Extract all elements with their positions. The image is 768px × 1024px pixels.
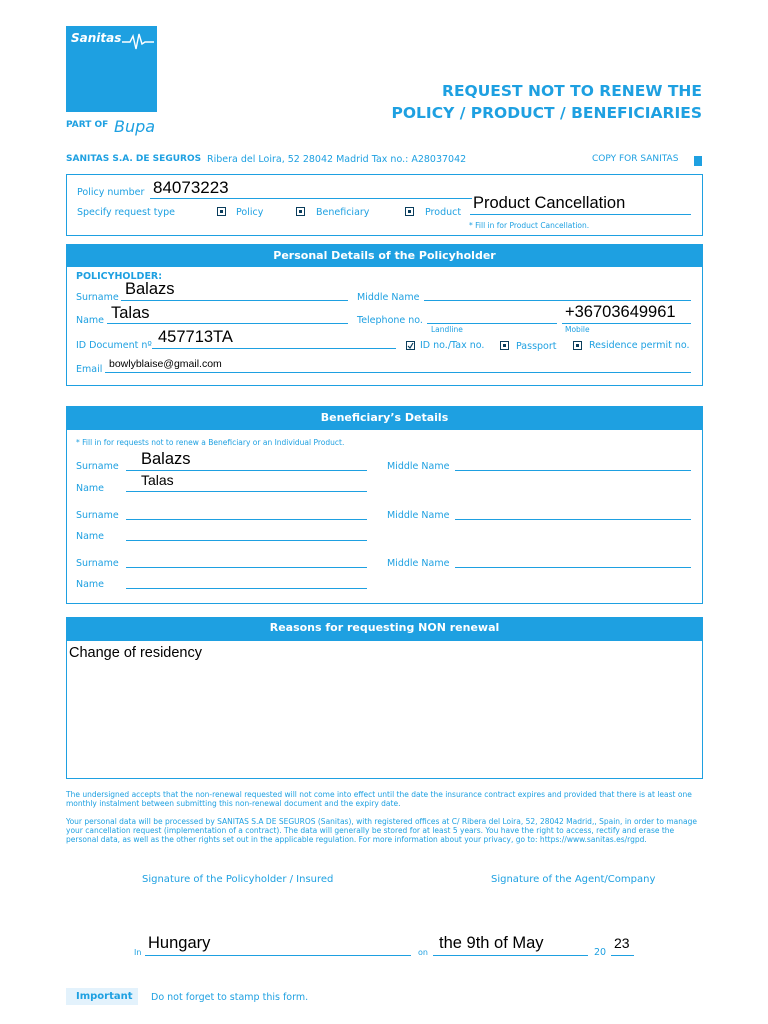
passport-option: Passport	[516, 341, 557, 352]
reasons-header: Reasons for requesting NON renewal	[66, 617, 703, 641]
ben2-name-line	[126, 540, 367, 541]
legal-acceptance: The undersigned accepts that the non-renewal requested will not come into effect until the date the insurance contract expires and provided that there is at least one monthly instalment between submitting this non-renewal document and the expiry date.	[66, 790, 692, 808]
ph-surname-line	[121, 300, 348, 301]
company-name: SANITAS S.A. DE SEGUROS	[66, 154, 202, 164]
year-line	[611, 955, 634, 956]
ben2-middle-name-label: Middle Name	[387, 510, 450, 521]
passport-checkbox[interactable]	[500, 341, 509, 350]
email-value[interactable]: bowlyblaise@gmail.com	[109, 358, 222, 370]
telephone-label: Telephone no.	[357, 315, 423, 326]
ben1-name-line	[126, 491, 367, 492]
beneficiary-header: Beneficiary’s Details	[66, 406, 703, 430]
beneficiary-note: * Fill in for requests not to renew a Beneficiary or an Individual Product.	[76, 438, 345, 447]
telephone-value[interactable]: +36703649961	[565, 303, 676, 321]
mobile-line	[562, 323, 691, 324]
logo-brand: Sanitas	[71, 31, 122, 45]
policy-number-label: Policy number	[77, 187, 145, 198]
beneficiary-checkbox[interactable]	[296, 207, 305, 216]
residence-option: Residence permit no.	[589, 340, 690, 351]
request-type-label: Specify request type	[77, 207, 175, 218]
email-line	[105, 372, 691, 373]
ben2-surname-label: Surname	[76, 510, 119, 521]
mobile-label: Mobile	[565, 325, 590, 334]
id-document-label: ID Document nº	[76, 340, 152, 351]
ph-surname-label: Surname	[76, 292, 119, 303]
residence-checkbox[interactable]	[573, 341, 582, 350]
product-note: * Fill in for Product Cancellation.	[469, 221, 590, 230]
id-document-value[interactable]: 457713TA	[158, 328, 233, 346]
product-value[interactable]: Product Cancellation	[473, 194, 626, 212]
ben3-name-label: Name	[76, 579, 105, 590]
reasons-value[interactable]: Change of residency	[69, 645, 202, 661]
ben1-name-label: Name	[76, 483, 105, 494]
product-checkbox[interactable]	[405, 207, 414, 216]
ben3-surname-line	[126, 567, 367, 568]
in-label: In	[134, 948, 142, 957]
ben1-middle-name-label: Middle Name	[387, 461, 450, 472]
id-document-line	[152, 348, 396, 349]
ben1-surname-label: Surname	[76, 461, 119, 472]
company-address: Ribera del Loira, 52 28042 Madrid Tax no.: A28037042	[207, 154, 467, 165]
date-value[interactable]: the 9th of May	[439, 934, 544, 952]
sanitas-logo	[66, 26, 157, 112]
year-value[interactable]: 23	[614, 935, 630, 951]
signature-agent-label: Signature of the Agent/Company	[491, 874, 656, 885]
ben3-surname-label: Surname	[76, 558, 119, 569]
email-label: Email	[76, 364, 103, 375]
year-prefix: 20	[594, 947, 607, 958]
policy-number-value[interactable]: 84073223	[153, 178, 229, 197]
title-line-2: POLICY / PRODUCT / BENEFICIARIES	[391, 104, 702, 122]
ph-name-value[interactable]: Talas	[111, 304, 150, 322]
ben1-surname-value[interactable]: Balazs	[141, 450, 191, 468]
ph-surname-value[interactable]: Balazs	[125, 280, 175, 298]
ben1-middle-name-line	[455, 470, 691, 471]
id-tax-checkbox[interactable]	[406, 341, 415, 350]
ben2-middle-name-line	[455, 519, 691, 520]
reasons-box	[66, 617, 703, 779]
policyholder-label: POLICYHOLDER:	[76, 271, 163, 282]
policy-number-line	[150, 198, 472, 199]
ben1-surname-line	[126, 470, 367, 471]
copy-label: COPY FOR SANITAS	[592, 154, 679, 164]
policy-checkbox[interactable]	[217, 207, 226, 216]
ph-middle-name-label: Middle Name	[357, 292, 420, 303]
ph-name-label: Name	[76, 315, 105, 326]
ph-name-line	[107, 323, 348, 324]
logo-bupa: Bupa	[114, 117, 156, 136]
ben3-middle-name-label: Middle Name	[387, 558, 450, 569]
policy-option: Policy	[236, 207, 264, 218]
privacy-notice: Your personal data will be processed by SANITAS S.A DE SEGUROS (Sanitas), with registered offices at C/ Ribera del Loira, 52, 28042 Madrid,, Spain, in order to manage your cancellation request (implementation of a contract). The data will generally be stored for at least 5 years. You have the right to access, rectify and erase the personal data, as well as the other rights set out in the applicable regulation. For more information about your privacy, go to: https://www.sanitas.es/rgpd.	[66, 817, 697, 844]
page-title	[392, 80, 702, 124]
on-label: on	[418, 948, 428, 957]
beneficiary-option: Beneficiary	[316, 207, 370, 218]
product-option: Product	[425, 207, 462, 218]
landline-line	[427, 323, 557, 324]
signature-policyholder-label: Signature of the Policyholder / Insured	[142, 874, 334, 885]
place-line	[145, 955, 411, 956]
logo-part-of: PART OF	[66, 120, 109, 130]
copy-marker	[694, 156, 702, 166]
title-line-1: REQUEST NOT TO RENEW THE	[442, 82, 702, 100]
ben3-name-line	[126, 588, 367, 589]
id-tax-option: ID no./Tax no.	[420, 340, 485, 351]
date-line	[433, 955, 588, 956]
ben2-surname-line	[126, 519, 367, 520]
stamp-note: Do not forget to stamp this form.	[151, 992, 309, 1003]
important-label: Important	[76, 991, 133, 1002]
ph-middle-name-line	[424, 300, 691, 301]
landline-label: Landline	[431, 325, 463, 334]
product-line	[470, 214, 691, 215]
place-value[interactable]: Hungary	[148, 934, 211, 952]
beneficiary-box	[66, 406, 703, 604]
ben2-name-label: Name	[76, 531, 105, 542]
personal-header: Personal Details of the Policyholder	[66, 244, 703, 267]
heartbeat-icon	[122, 32, 154, 52]
ben1-name-value[interactable]: Talas	[141, 472, 174, 488]
ben3-middle-name-line	[455, 567, 691, 568]
